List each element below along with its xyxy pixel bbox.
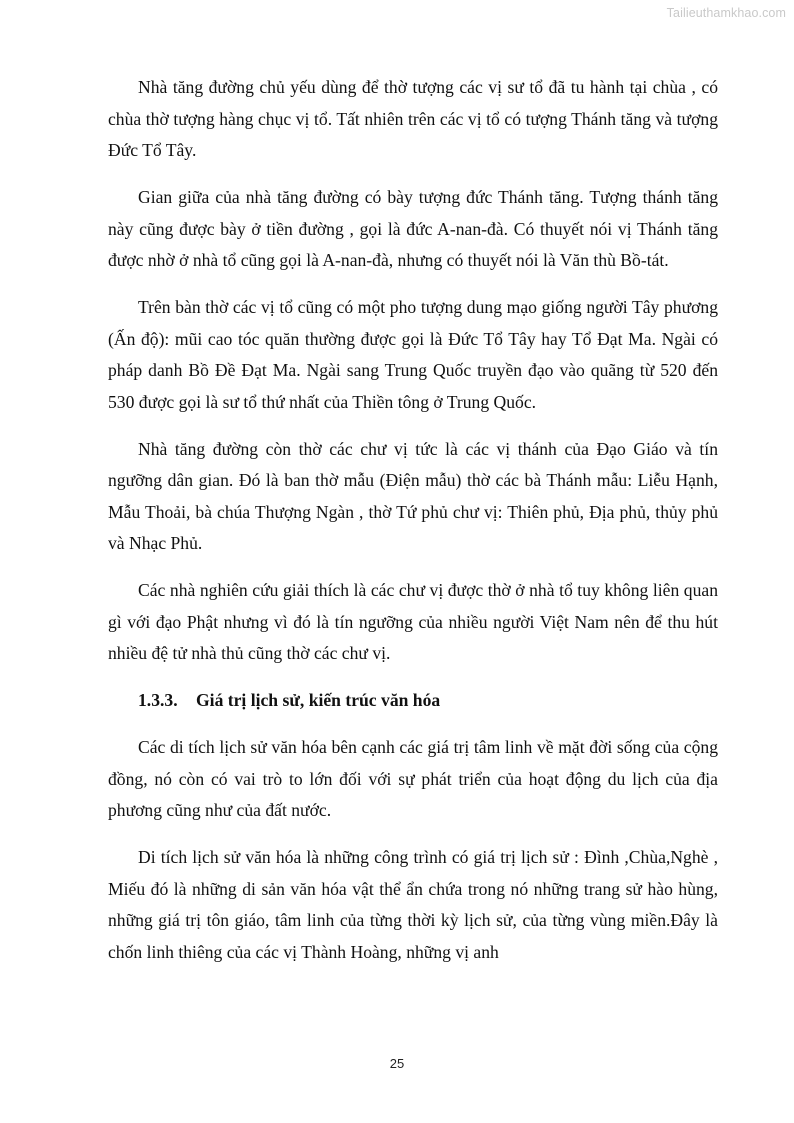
section-title: Giá trị lịch sử, kiến trúc văn hóa — [196, 690, 441, 710]
paragraph: Nhà tăng đường chủ yếu dùng để thờ tượng các vị sư tổ đã tu hành tại chùa , có chùa thờ tượng hàng chục vị tổ. Tất nhiên trên các vị tổ có tượng Thánh tăng và tượng Đức Tổ Tây. — [108, 77, 718, 160]
paragraph: Nhà tăng đường còn thờ các chư vị tức là các vị thánh của Đạo Giáo và tín ngưỡng dân gian. Đó là ban thờ mẫu (Điện mẫu) thờ các bà Thánh mẫu: Liễu Hạnh, Mẫu Thoải, bà chúa Thượng Ngàn , thờ Tứ phủ chư vị: Thiên phủ, Địa phủ, thủy phủ và Nhạc Phủ. — [108, 438, 718, 553]
paragraph: Di tích lịch sử văn hóa là những công trình có giá trị lịch sử : Đình ,Chùa,Nghè , Miếu đó là những di sản văn hóa vật thể ẩn chứa trong nó những trang sử hào hùng, những giá trị tôn giáo, tâm linh của từng thời kỳ lịch sử, của từng vùng miền.Đây là chốn linh thiêng của các vị Thành Hoàng, những vị anh — [108, 847, 718, 962]
paragraph: Gian giữa của nhà tăng đường có bày tượng đức Thánh tăng. Tượng thánh tăng này cũng được bày ở tiền đường , gọi là đức A-nan-đà. Có thuyết nói vị Thánh tăng được nhờ ở nhà tổ cũng gọi là A-nan-đà, nhưng có thuyết nói là Văn thù Bồ-tát. — [108, 187, 718, 270]
watermark-text: Tailieuthamkhao.com — [666, 6, 786, 20]
paragraph: Trên bàn thờ các vị tổ cũng có một pho tượng dung mạo giống người Tây phương (Ấn độ): mũi cao tóc quăn thường được gọi là Đức Tổ Tây hay Tổ Đạt Ma. Ngài có pháp danh Bồ Đề Đạt Ma. Ngài sang Trung Quốc truyền đạo vào quãng từ 520 đến 530 được gọi là sư tổ thứ nhất của Thiền tông ở Trung Quốc. — [108, 297, 718, 412]
section-number: 1.3.3. — [138, 690, 178, 710]
page-number: 25 — [389, 1056, 405, 1071]
paragraph: Các di tích lịch sử văn hóa bên cạnh các giá trị tâm linh về mặt đời sống của cộng đồng, nó còn có vai trò to lớn đối với sự phát triển của hoạt động du lịch của địa phương cũng như của đất nước. — [108, 737, 718, 820]
paragraph: Các nhà nghiên cứu giải thích là các chư vị được thờ ở nhà tổ tuy không liên quan gì với đạo Phật nhưng vì đó là tín ngưỡng của nhiều người Việt Nam nên để thu hút nhiều đệ tử nhà thủ cũng thờ các chư vị. — [108, 580, 718, 663]
section-heading — [108, 685, 718, 717]
document-body — [108, 72, 718, 984]
